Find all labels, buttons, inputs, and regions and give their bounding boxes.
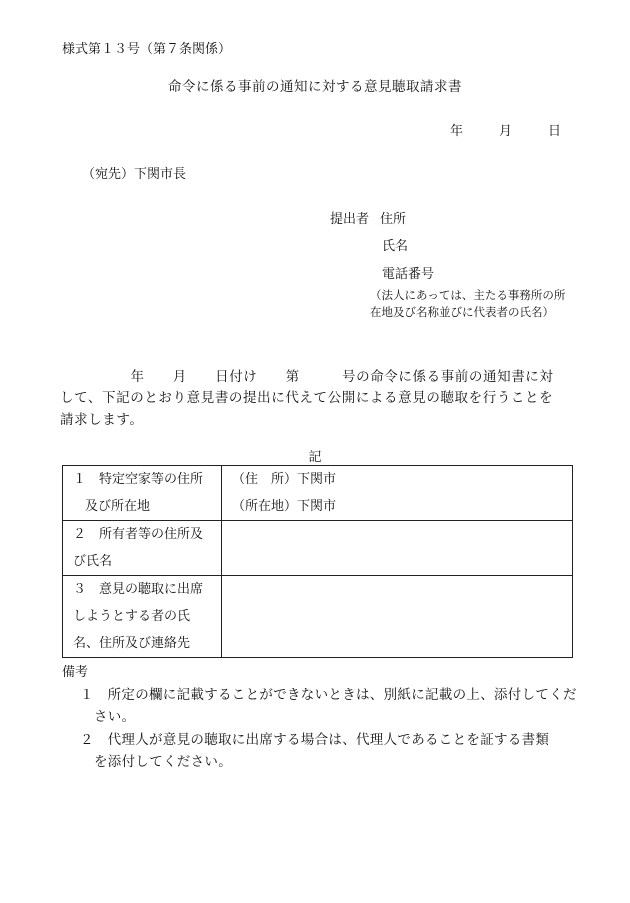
cell-text: 名、住所及び連絡先 xyxy=(73,636,191,651)
body-text-line-2: して、下記のとおり意見書の提出に代えて公開による意見の聴取を行うことを xyxy=(60,390,554,406)
cell-text: （所在地）下関市 xyxy=(232,499,337,514)
addressee: （宛先）下関市長 xyxy=(82,167,187,182)
owner-label xyxy=(63,521,222,576)
table-row xyxy=(63,521,573,576)
remarks-title: 備考 xyxy=(62,665,89,680)
attendee-label xyxy=(63,576,222,658)
remark-2-line-2: を添付してください。 xyxy=(94,754,232,770)
cell-text: しようとする者の氏 xyxy=(73,609,191,624)
cell-text: ３ 意見の聴取に出席 xyxy=(73,582,204,597)
document-title: 命令に係る事前の通知に対する意見聴取請求書 xyxy=(168,79,462,95)
date-year: 年 xyxy=(450,124,464,139)
cell-text: 及び所在地 xyxy=(85,499,151,514)
cell-text: ２ 所有者等の住所及 xyxy=(73,527,204,542)
attendee-field[interactable] xyxy=(222,576,573,658)
request-table xyxy=(62,465,573,658)
date-day: 日 xyxy=(548,124,562,139)
date-month: 月 xyxy=(499,124,513,139)
body-text-line-3: 請求します。 xyxy=(60,412,144,428)
submitter-name-label: 氏名 xyxy=(382,239,409,254)
form-number: 様式第１３号（第７条関係） xyxy=(62,42,232,57)
property-address-field[interactable] xyxy=(222,466,573,521)
date-line xyxy=(450,120,561,139)
remark-1-line-1: １ 所定の欄に記載することができないときは、別紙に記載の上、添付してくだ xyxy=(80,687,577,703)
submitter-phone-label: 電話番号 xyxy=(382,267,435,282)
submitter-label: 提出者 xyxy=(330,212,370,227)
cell-text: （住 所）下関市 xyxy=(232,472,337,487)
table-row xyxy=(63,576,573,658)
remark-2-line-1: ２ 代理人が意見の聴取に出席する場合は、代理人であることを証する書類 xyxy=(80,732,550,748)
cell-text: び氏名 xyxy=(73,554,113,569)
table-row xyxy=(63,466,573,521)
remark-1-line-2: さい。 xyxy=(94,709,136,725)
submitter-note: （法人にあっては、主たる事務所の所在地及び名称並びに代表者の氏名） xyxy=(370,288,566,319)
property-address-label xyxy=(63,466,222,521)
body-text-line-1: 年 月 日付け 第 号の命令に係る事前の通知書に対 xyxy=(60,369,554,385)
owner-field[interactable] xyxy=(222,521,573,576)
submitter-address-label: 住所 xyxy=(380,212,407,227)
cell-text: １ 特定空家等の住所 xyxy=(73,472,204,487)
ki-heading: 記 xyxy=(308,450,322,465)
